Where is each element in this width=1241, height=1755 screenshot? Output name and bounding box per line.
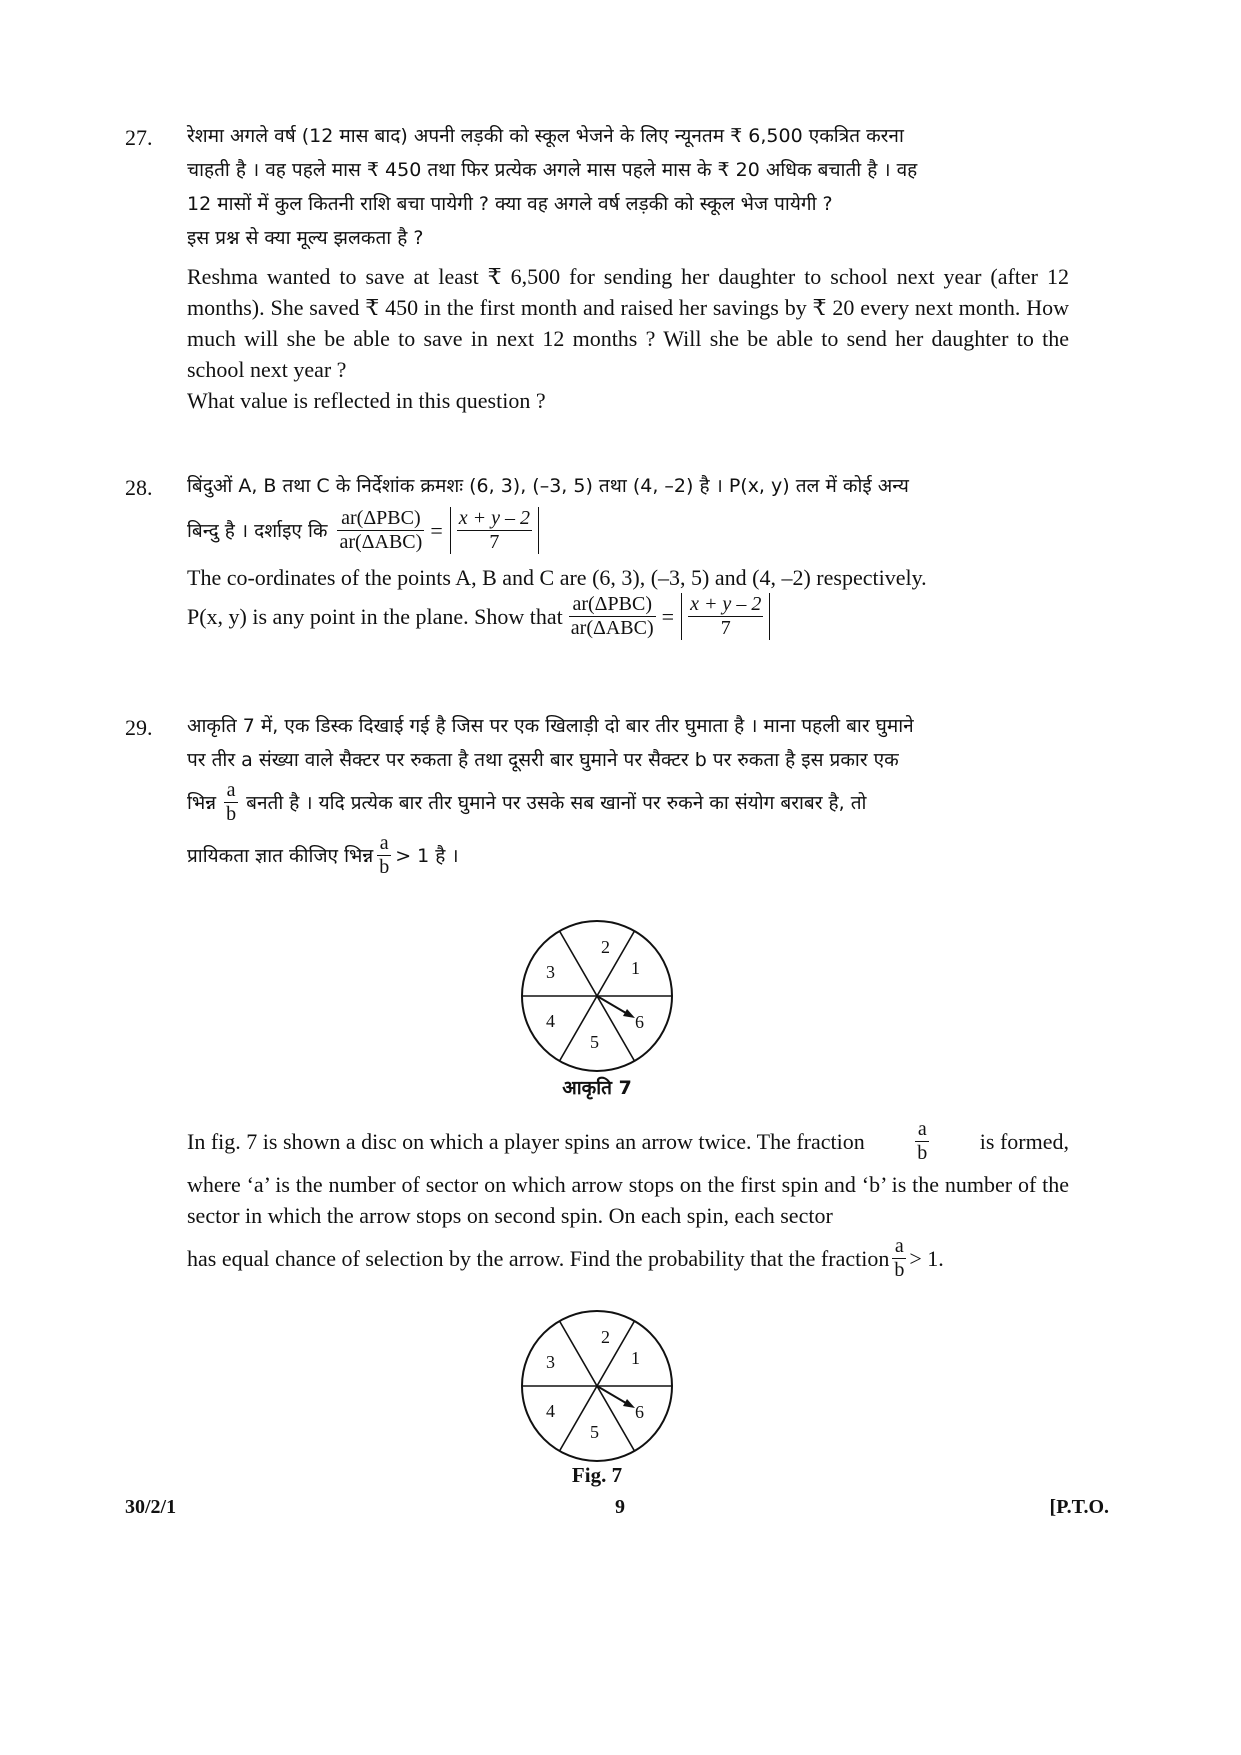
fraction-numerator: x + y – 2 <box>458 507 530 529</box>
hindi-fraction-line <box>187 832 1069 879</box>
fraction-numerator: a <box>915 1118 929 1142</box>
english-text: has equal chance of selection by the arrow. Find the probability that the fraction <box>187 1246 890 1271</box>
sector-label: 6 <box>635 1402 644 1422</box>
question-28-body <box>187 469 1069 640</box>
english-fraction-line <box>187 1235 1069 1282</box>
english-text: is formed, <box>979 1129 1069 1154</box>
fraction-numerator: a <box>892 1235 906 1259</box>
fraction-denominator: b <box>917 1142 928 1164</box>
figure-caption-hindi: आकृति 7 <box>562 1077 632 1099</box>
hindi-fraction-line <box>187 779 1069 826</box>
english-text: where ‘a’ is the number of sector on which arrow stops on the first spin and ‘b’ is the number of the sector in which the arrow stops on second spin. On each spin, each sector <box>187 1172 1069 1228</box>
a-over-b-fraction <box>377 832 391 879</box>
spinner-disc-figure-hi <box>519 918 675 1074</box>
paper-code: 30/2/1 <box>125 1496 177 1518</box>
hindi-text: आकृति 7 में, एक डिस्क दिखाई गई है जिस पर एक खिलाड़ी दो बार तीर घुमाता है । माना पहली बार घुमाने <box>187 715 914 737</box>
fraction-denominator: 7 <box>489 531 500 553</box>
fraction-denominator: 7 <box>720 617 731 639</box>
question-29-body <box>187 709 1069 879</box>
sector-label: 3 <box>546 1352 555 1372</box>
arrow-head-icon <box>623 1009 635 1018</box>
fraction-numerator: a <box>224 779 238 803</box>
hindi-text: इस प्रश्न से क्या मूल्य झलकता है ? <box>187 227 424 249</box>
sector-label: 3 <box>546 962 555 982</box>
abs-fraction <box>688 593 763 640</box>
fraction-numerator: a <box>377 832 391 856</box>
figure-caption-english: Fig. 7 <box>571 1463 623 1487</box>
hindi-text: पर तीर a संख्या वाले सैक्टर पर रुकता है तथा दूसरी बार घुमाने पर सैक्टर b पर रुकता है इस प्रकार एक <box>187 749 899 771</box>
question-29-english <box>187 1118 1069 1282</box>
a-over-b-fraction <box>224 779 238 826</box>
sector-label: 2 <box>601 1327 610 1347</box>
spinner-disc-figure-en <box>519 1308 675 1464</box>
arrow-head-icon <box>623 1399 635 1408</box>
please-turn-over: [P.T.O. <box>1049 1496 1109 1518</box>
english-text: In fig. 7 is shown a disc on which a player spins an arrow twice. The fraction <box>187 1129 865 1154</box>
fraction-numerator: x + y – 2 <box>690 593 762 615</box>
hindi-text: रेशमा अगले वर्ष (12 मास बाद) अपनी लड़की को स्कूल भेजने के लिए न्यूनतम ₹ 6,500 एकत्रित करना <box>187 125 904 147</box>
hindi-text: चाहती है । वह पहले मास ₹ 450 तथा फिर प्रत्येक अगले मास पहले मास के ₹ 20 अधिक बचाती है । वह <box>187 159 918 181</box>
english-equation-line <box>187 593 1069 640</box>
sector-label: 4 <box>546 1401 555 1421</box>
english-text: What value is reflected in this question ? <box>187 388 546 413</box>
sector-label: 2 <box>601 937 610 957</box>
question-number: 28. <box>125 475 153 500</box>
hindi-text: बिंदुओं A, B तथा C के निर्देशांक क्रमशः (6, 3), (–3, 5) तथा (4, –2) है । P(x, y) तल में कोई अन्य <box>187 475 909 497</box>
hindi-text: बनती है । यदि प्रत्येक बार तीर घुमाने पर उसके सब खानों पर रुकने का संयोग बराबर है, तो <box>246 791 867 814</box>
english-text: The co-ordinates of the points A, B and C are (6, 3), (–3, 5) and (4, –2) respectively. <box>187 565 927 590</box>
sector-label: 1 <box>631 1348 640 1368</box>
area-ratio-fraction <box>337 507 424 554</box>
fraction-denominator: b <box>894 1259 905 1281</box>
english-text: P(x, y) is any point in the plane. Show that <box>187 604 563 629</box>
question-number: 27. <box>125 125 153 150</box>
english-text: > 1. <box>909 1246 944 1271</box>
sector-label: 4 <box>546 1011 555 1031</box>
fraction-numerator: ar(ΔPBC) <box>569 593 656 617</box>
abs-fraction <box>457 507 532 554</box>
a-over-b-fraction <box>892 1235 906 1282</box>
sector-label: 1 <box>631 958 640 978</box>
fraction-denominator: ar(ΔABC) <box>570 617 654 639</box>
sector-label: 6 <box>635 1012 644 1032</box>
fraction-denominator: b <box>379 856 390 878</box>
absolute-value <box>450 507 539 554</box>
page-number: 9 <box>615 1496 625 1518</box>
absolute-value <box>681 593 770 640</box>
hindi-text: प्रायिकता ज्ञात कीजिए भिन्न <box>187 844 374 867</box>
fraction-numerator: ar(ΔPBC) <box>337 507 424 531</box>
hindi-equation-line <box>187 507 1069 554</box>
hindi-text: बिन्दु है । दर्शाइए कि <box>187 519 328 542</box>
a-over-b-fraction <box>915 1118 929 1165</box>
area-ratio-fraction <box>569 593 656 640</box>
equals-sign: = <box>661 604 675 629</box>
sector-label: 5 <box>590 1422 599 1442</box>
hindi-text: > 1 है । <box>395 844 459 867</box>
english-text: Reshma wanted to save at least ₹ 6,500 for sending her daughter to school next year (after 12 months). She saved ₹ 450 in the first month and raised her savings by ₹ 20 every next month. How much will she be able to save in next 12 months ? Will she be able to send her daughter to the school next year ? <box>187 264 1069 382</box>
english-fraction-line <box>187 1118 1069 1165</box>
question-number: 29. <box>125 715 153 740</box>
hindi-text: 12 मासों में कुल कितनी राशि बचा पायेगी ? क्या वह अगले वर्ष लड़की को स्कूल भेज पायेगी ? <box>187 193 833 215</box>
fraction-denominator: b <box>226 803 237 825</box>
sector-label: 5 <box>590 1032 599 1052</box>
equals-sign: = <box>430 517 443 543</box>
fraction-denominator: ar(ΔABC) <box>339 531 423 553</box>
hindi-text: भिन्न <box>187 791 217 814</box>
question-27-body <box>187 119 1069 416</box>
